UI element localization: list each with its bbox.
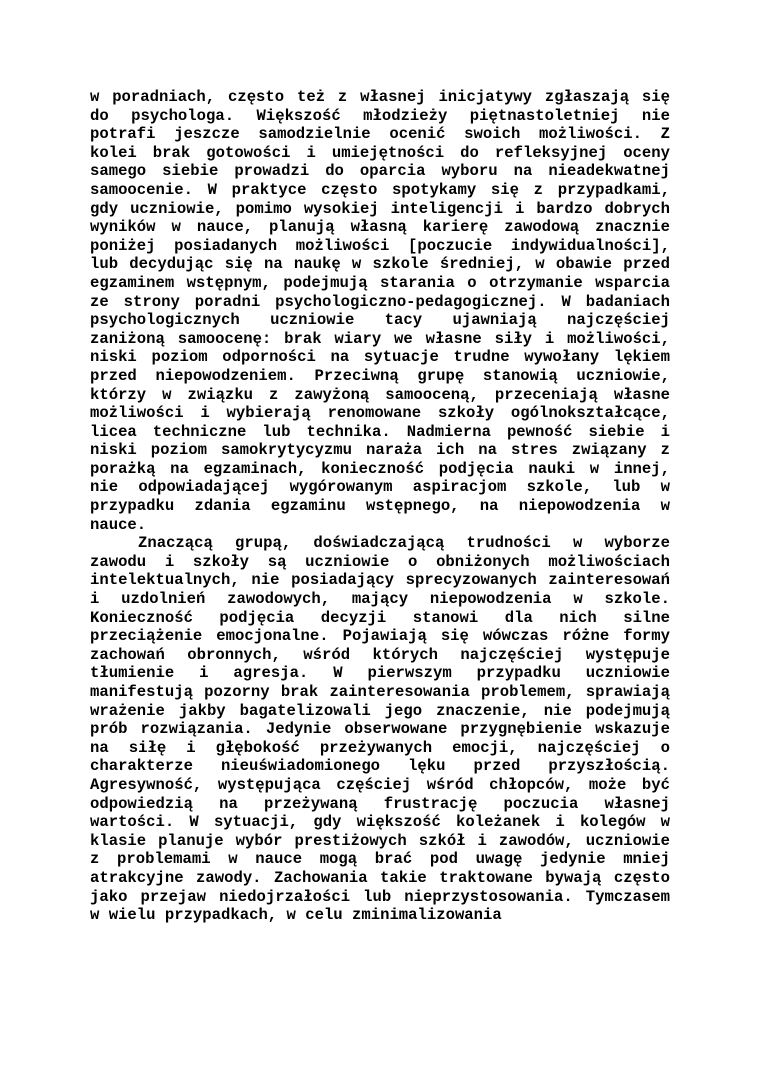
paragraph-1: w poradniach, często też z własnej inicjatywy zgłaszają się do psychologa. Większość młodzieży piętnastoletniej nie potrafi jeszcze samodzielnie ocenić swoich możliwości. Z kolei brak gotowości i umiejętności do refleksyjnej oceny samego siebie prowadzi do oparcia wyboru na nieadekwatnej samoocenie. W praktyce często spotykamy się z przypadkami, gdy uczniowie, pomimo wysokiej inteligencji i bardzo dobrych wyników w nauce, planują własną karierę zawodową znacznie poniżej posiadanych możliwości [poczucie indywidualności], lub decydując się na naukę w szkole średniej, w obawie przed egzaminem wstępnym, podejmują starania o otrzymanie wsparcia ze strony poradni psychologiczno-pedagogicznej. W badaniach psychologicznych uczniowie tacy ujawniają najczęściej zaniżoną samoocenę: brak wiary we własne siły i możliwości, niski poziom odporności na sytuacje trudne wywołany lękiem przed niepowodzeniem. Przeciwną grupę stanowią uczniowie, którzy w związku z zawyżoną samooceną, przeceniają własne możliwości i wybierają renomowane szkoły ogólnokształcące, licea techniczne lub technika. Nadmierna pewność siebie i niski poziom samokrytycyzmu naraża ich na stres związany z porażką na egzaminach, konieczność podjęcia nauki w innej, nie odpowiadającej wygórowanym aspiracjom szkole, lub w przypadku zdania egzaminu wstępnego, na niepowodzenia w nauce.	[90, 88, 670, 534]
paragraph-2: Znaczącą grupą, doświadczającą trudności w wyborze zawodu i szkoły są uczniowie o obniżonych możliwościach intelektualnych, nie posiadający sprecyzowanych zainteresowań i uzdolnień zawodowych, mający niepowodzenia w szkole. Konieczność podjęcia decyzji stanowi dla nich silne przeciążenie emocjonalne. Pojawiają się wówczas różne formy zachowań obronnych, wśród których najczęściej występuje tłumienie i agresja. W pierwszym przypadku uczniowie manifestują pozorny brak zainteresowania problemem, sprawiają wrażenie jakby bagatelizowali jego znaczenie, nie podejmują prób rozwiązania. Jedynie obserwowane przygnębienie wskazuje na siłę i głębokość przeżywanych emocji, najczęściej o charakterze nieuświadomionego lęku przed przyszłością. Agresywność, występująca częściej wśród chłopców, może być odpowiedzią na przeżywaną frustrację poczucia własnej wartości. W sytuacji, gdy większość koleżanek i kolegów w klasie planuje wybór prestiżowych szkół i zawodów, uczniowie z problemami w nauce mogą brać pod uwagę jedynie mniej atrakcyjne zawody. Zachowania takie traktowane bywają często jako przejaw niedojrzałości lub nieprzystosowania. Tymczasem w wielu przypadkach, w celu zminimalizowania	[90, 534, 670, 925]
document-page	[90, 88, 670, 925]
